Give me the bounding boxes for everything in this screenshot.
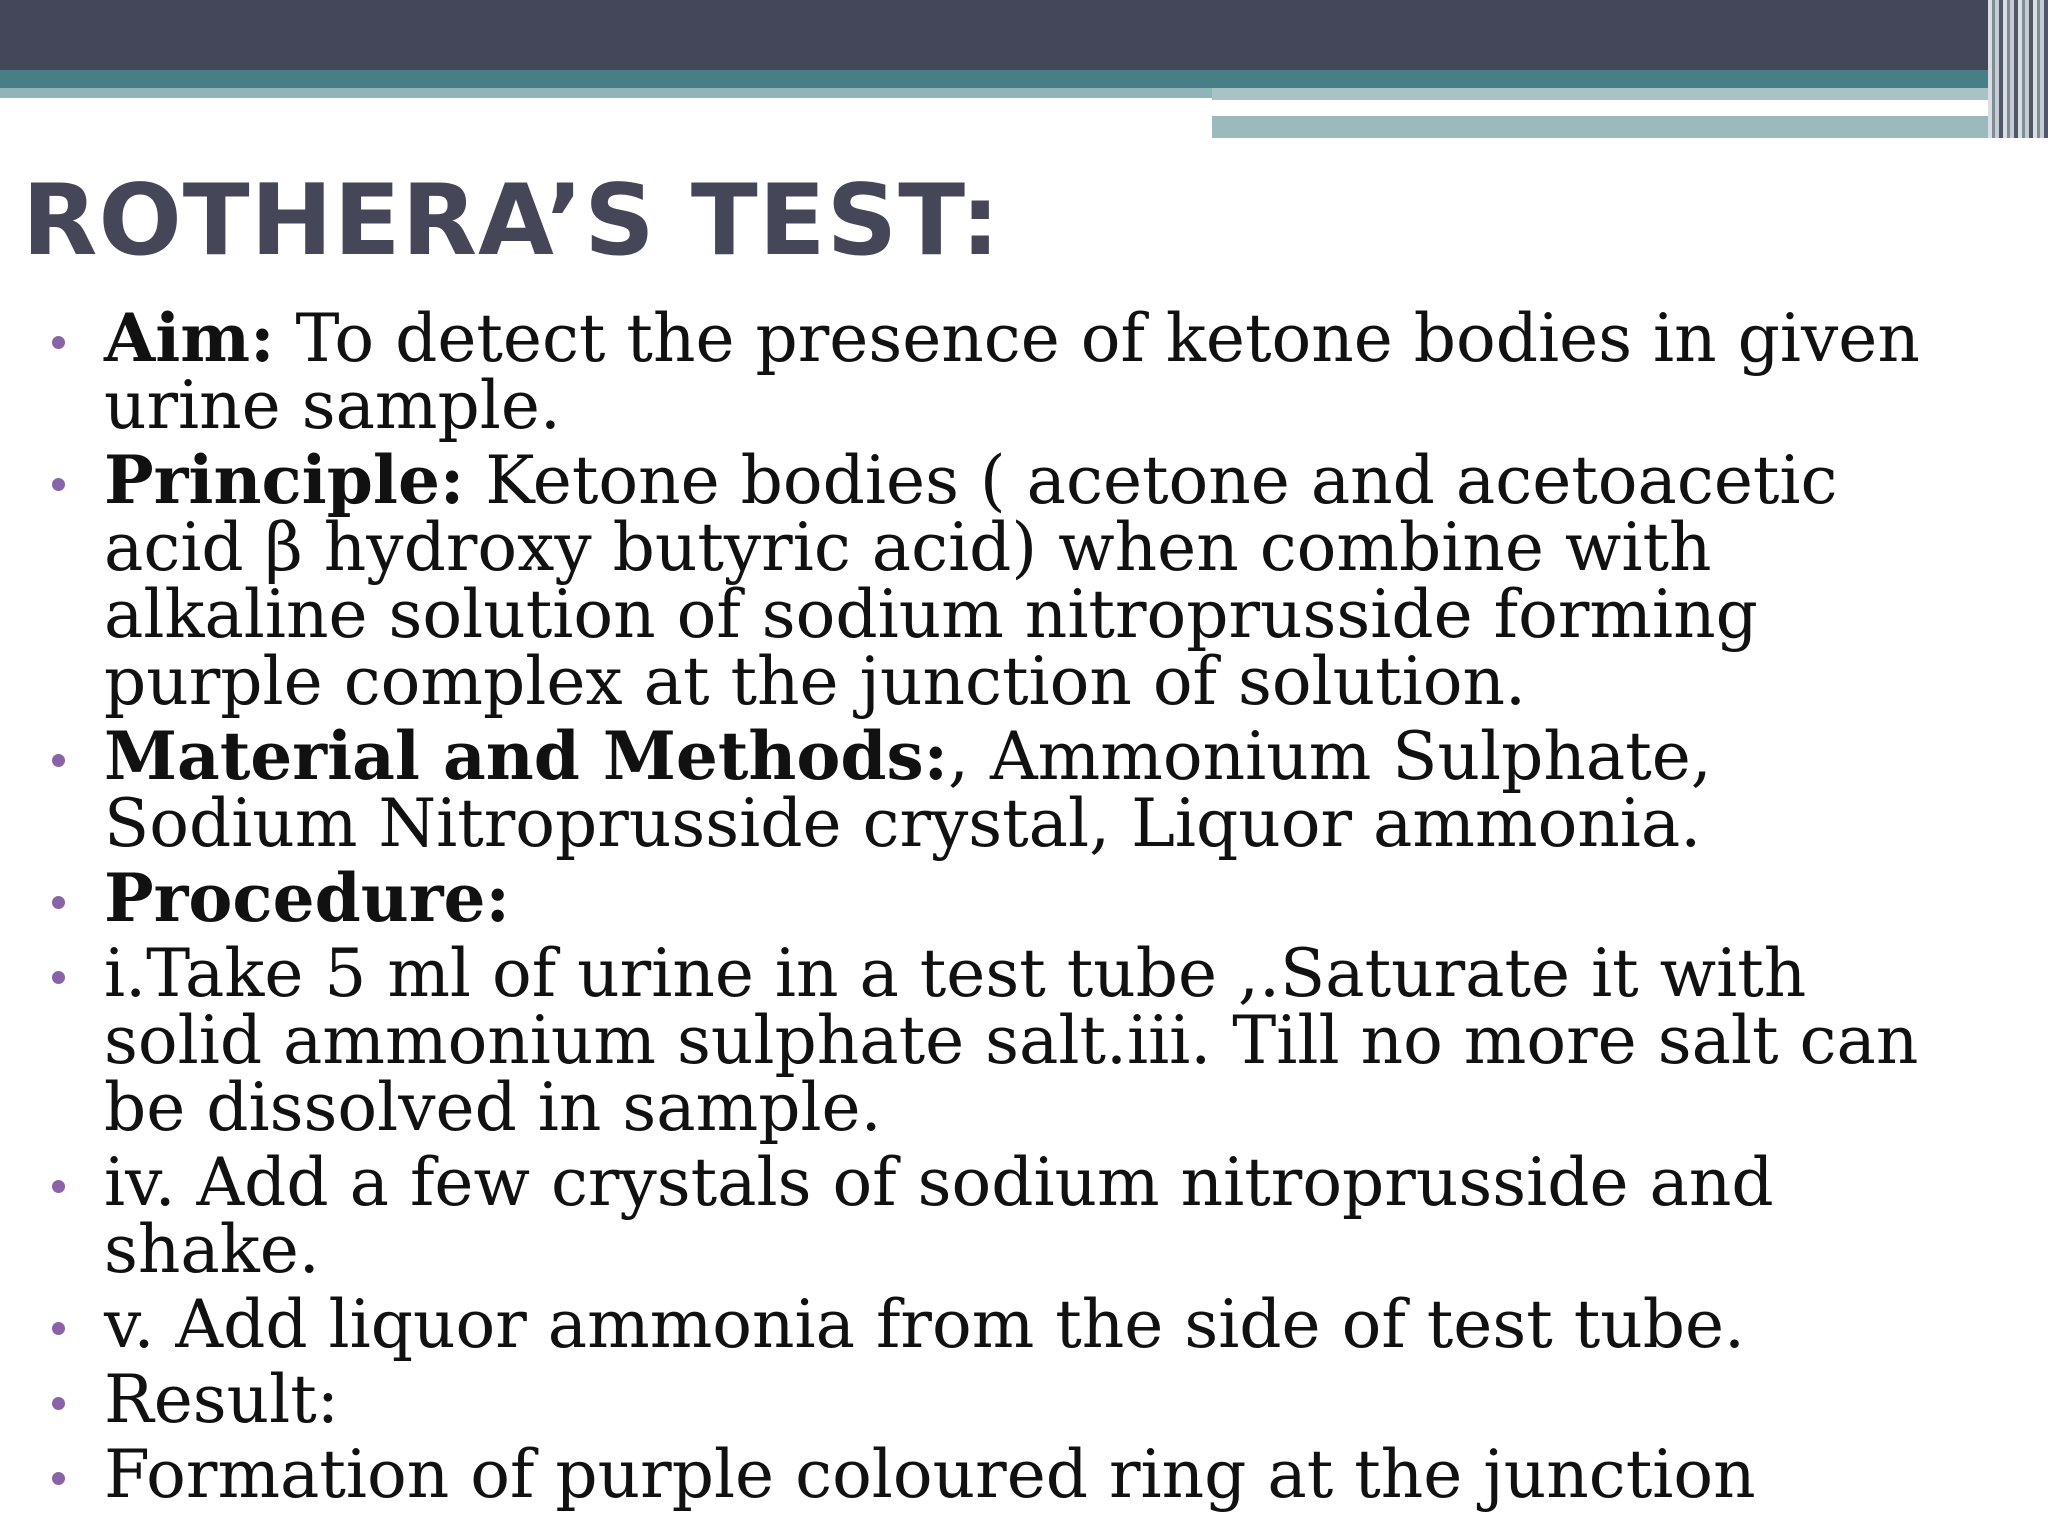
bullet-text: Result: bbox=[104, 1361, 339, 1438]
bullet-label: Aim: bbox=[104, 299, 275, 377]
bullet-aim bbox=[38, 299, 1928, 444]
bullet-result-detail bbox=[38, 1436, 1928, 1513]
bullet-dot bbox=[52, 1180, 65, 1193]
bullet-label: Material and Methods: bbox=[104, 717, 949, 795]
bullet-dot bbox=[52, 1322, 65, 1335]
bullet-result bbox=[38, 1361, 1928, 1438]
bullet-text: i.Take 5 ml of urine in a test tube ,.Saturate it with solid ammonium sulphate salt.iii. Till no more salt can be dissolved in sample. bbox=[104, 935, 1919, 1146]
slide-title: ROTHERA’S TEST: bbox=[22, 164, 1001, 278]
bullet-step-1 bbox=[38, 935, 1928, 1146]
slide-header-accent bbox=[0, 70, 2048, 88]
bullet-procedure bbox=[38, 859, 1928, 937]
bullet-text: Formation of purple coloured ring at the junction bbox=[104, 1436, 1756, 1513]
bullet-principle bbox=[38, 441, 1928, 720]
slide-header-light-band-right bbox=[1212, 88, 2048, 100]
bullet-text: Ketone bodies ( acetone and acetoacetic acid β hydroxy butyric acid) when combine with alkaline solution of sodium nitroprusside forming purple complex at the junction of solution. bbox=[104, 442, 1838, 720]
bullet-label: Principle: bbox=[104, 441, 465, 519]
bullet-text: , Ammonium Sulphate, Sodium Nitroprusside crystal, Liquor ammonia. bbox=[104, 718, 1712, 862]
bullet-dot bbox=[52, 1397, 65, 1410]
bullet-step-iv bbox=[38, 1144, 1928, 1288]
bullet-dot bbox=[52, 754, 65, 767]
bullet-dot bbox=[52, 896, 65, 909]
bullet-step-v bbox=[38, 1286, 1928, 1363]
bullet-text: To detect the presence of ketone bodies in given urine sample. bbox=[104, 300, 1920, 444]
slide-header-band bbox=[0, 0, 2048, 70]
bullet-material-methods bbox=[38, 717, 1928, 862]
bullet-dot bbox=[52, 971, 65, 984]
bullet-label: Procedure: bbox=[104, 859, 510, 937]
slide-header-lower-band bbox=[1212, 116, 2048, 138]
bullet-text: iv. Add a few crystals of sodium nitroprusside and shake. bbox=[104, 1144, 1774, 1288]
bullet-text: v. Add liquor ammonia from the side of test tube. bbox=[104, 1286, 1746, 1363]
bullet-dot bbox=[52, 1472, 65, 1485]
slide-corner-stripes bbox=[1988, 0, 2048, 138]
slide-header-light-band bbox=[0, 88, 1212, 98]
bullet-dot bbox=[52, 336, 65, 349]
bullet-list bbox=[38, 299, 1928, 1516]
bullet-dot bbox=[52, 478, 65, 491]
